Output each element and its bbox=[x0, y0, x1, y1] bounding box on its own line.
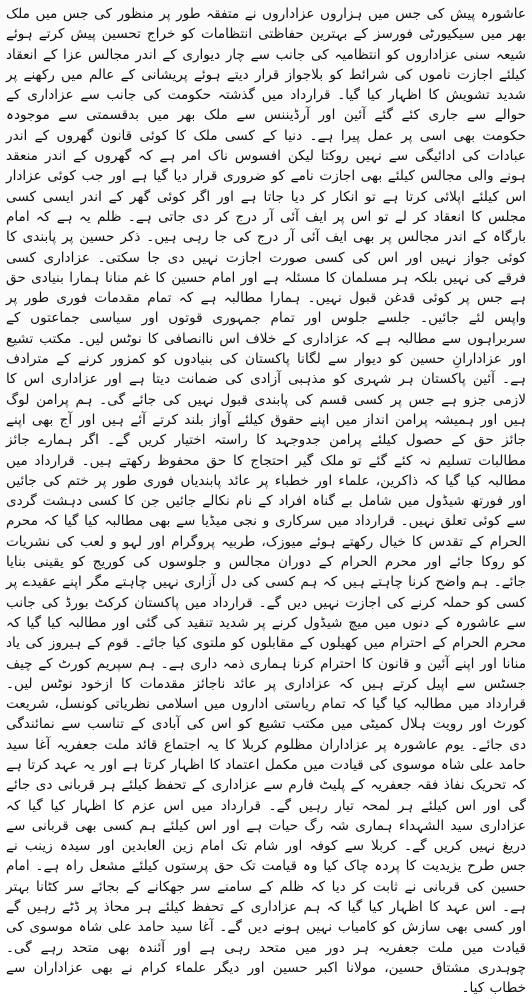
article-paragraph: عاشورہ پیش کی جس میں ہزاروں عزاداروں نے متفقہ طور پر منظور کی جس میں ملک بھر میں سیکیورٹی فورسز کے بہترین حفاظتی انتظامات کو خراج تحسین پیش کرتے ہوئے شیعہ سنی عزاداروں کو انتظامیہ کی جانب سے چار دیواری کے اندر مجالس عزا کے انعقاد کیلئے اجازت ناموں کی شرائط کو بلاجواز قرار دیتے ہوئے پریشانی کے عالم میں رکھنے پر شدید تشویش کا اظہار کیا گیا۔ قرارداد میں گذشتہ حکومت کی جانب سے عزاداری کے حوالے سے جاری کئے گئے آئین اور آرڈیننس سے ملک بھر میں بدقسمتی سے موجودہ حکومت بھی اسی پر عمل پیرا ہے۔ دنیا کے کسی ملک کا کوئی قانون گھروں کے اندر عبادات کی ادائیگی سے نہیں روکتا لیکن افسوس ناک امر ہے کہ گھروں کے اندر منعقد ہونے والی مجالس کیلئے بھی اجازت نامے کو ضروری قرار دیا گیا ہے اور جب کوئی عزادار اس کیلئے اپلائی کرتا ہے تو انکار کر دیا جاتا ہے اور اگر کوئی گھر کے اندر ایسی کسی مجلس کا انعقاد کر لے تو اس پر ایف آئی آر درج کر دی جاتی ہے۔ ظلم یہ ہے کہ امام بارگاہ کے اندر مجالس پر بھی ایف آئی آر درج کی جا رہی ہیں۔ ذکر حسین پر پابندی کا کوئی جواز نہیں اور اس کی کسی صورت اجازت نہیں دی جا سکتی۔ عزاداری کسی فرقے کی نہیں بلکہ ہر مسلمان کا مسئلہ ہے اور امام حسین کا غم منانا ہمارا بنیادی حق ہے جس پر کوئی قدغن قبول نہیں۔ ہمارا مطالبہ ہے کہ تمام مقدمات فوری طور پر واپس لئے جائیں۔ جلسے جلوس اور تمام جمہوری قوتوں اور سیاسی جماعتوں کے سربراہوں سے مطالبہ ہے کہ عزاداری کے خلاف اس ناانصافی کا نوٹس لیں۔ مکتب تشیع اور عزادارانِ حسین کو دیوار سے لگانا پاکستان کی بنیادوں کو کمزور کرنے کے مترادف ہے۔ آئین پاکستان ہر شہری کو مذہبی آزادی کی ضمانت دیتا ہے اور عزاداری اس کا لازمی جزو ہے جس پر کسی قسم کی پابندی قبول نہیں کی جائے گی۔ ہم پرامن لوگ ہیں اور ہمیشہ پرامن انداز میں اپنے حقوق کیلئے آواز بلند کرتے آئے ہیں اور آج بھی اپنے جائز حق کے حصول کیلئے پرامن جدوجہد کا راستہ اختیار کریں گے۔ اگر ہمارے جائز مطالبات تسلیم نہ کئے گئے تو ملک گیر احتجاج کا حق محفوظ رکھتے ہیں۔ قرارداد میں مطالبہ کیا گیا کہ ذاکرین، علماء اور خطباء پر عائد پابندیاں فوری طور پر ختم کی جائیں اور فورتھ شیڈول میں شامل بے گناہ افراد کے نام نکالے جائیں جن کا کسی دہشت گردی سے کوئی تعلق نہیں۔ قرارداد میں سرکاری و نجی میڈیا سے بھی مطالبہ کیا گیا کہ محرم الحرام کے تقدس کا خیال رکھتے ہوئے میوزک، طربیہ پروگرام اور لہو و لعب کی نشریات کو روکا جائے اور محرم الحرام کے دوران مجالس و جلوسوں کی کوریج کو یقینی بنایا جائے۔ ہم واضح کرنا چاہتے ہیں کہ ہم کسی کی دل آزاری نہیں چاہتے مگر اپنے عقیدے پر کسی کو حملہ کرنے کی اجازت نہیں دیں گے۔ قرارداد میں پاکستان کرکٹ بورڈ کی جانب سے عاشورہ کے دنوں میں میچ شیڈول کرنے پر شدید تنقید کی گئی اور مطالبہ کیا گیا کہ محرم الحرام کے احترام میں کھیلوں کے مقابلوں کو ملتوی کیا جائے۔ قوم کے ہیروز کی یاد منانا اور اپنے آئین و قانون کا احترام کرنا ہماری ذمہ داری ہے۔ ہم سپریم کورٹ کے چیف جسٹس سے اپیل کرتے ہیں کہ عزاداری پر عائد ناجائز مقدمات کا ازخود نوٹس لیں۔ قرارداد میں مطالبہ کیا گیا کہ تمام ریاستی اداروں میں اسلامی نظریاتی کونسل، شریعت کورٹ اور رویت ہلال کمیٹی میں مکتب تشیع کو اس کی آبادی کے تناسب سے نمائندگی دی جائے۔ یوم عاشورہ پر عزاداران مظلوم کربلا کا یہ اجتماع قائد ملت جعفریہ آغا سید حامد علی شاہ موسوی کی قیادت میں مکمل اعتماد کا اظہار کرتا ہے اور یہ عہد کرتا ہے کہ تحریک نفاذ فقہ جعفریہ کے پلیٹ فارم سے عزاداری کے تحفظ کیلئے ہر قربانی دی جائے گی اور اس کیلئے ہر لمحہ تیار رہیں گے۔ قرارداد میں اس عزم کا اظہار کیا گیا کہ عزاداری سید الشہداء ہماری شہ رگ حیات ہے اور اس کیلئے ہم کسی بھی قربانی سے دریغ نہیں کریں گے۔ کربلا سے کوفہ اور شام تک امام زین العابدین اور سیدہ زینب نے جس طرح یزیدیت کا پردہ چاک کیا وہ قیامت تک حق پرستوں کیلئے مشعل راہ ہے۔ امام حسین کی قربانی نے ثابت کر دیا کہ ظلم کے سامنے سر جھکانے کے بجائے سر کٹانا بہتر ہے۔ اس عہد کا اظہار کیا گیا کہ ہم عزاداری کے تحفظ کیلئے ہر محاذ پر ڈٹے رہیں گے اور کسی بھی سازش کو کامیاب نہیں ہونے دیں گے۔ آغا سید حامد علی شاہ موسوی کی قیادت میں ملت جعفریہ ہر دور میں متحد رہی ہے اور آئندہ بھی متحد رہے گی۔ چوہدری مشتاق حسین، مولانا اکبر حسین اور دیگر علماء کرام نے بھی عزاداران سے خطاب کیا۔ bbox=[6, 6, 526, 997]
article-body bbox=[6, 4, 526, 997]
